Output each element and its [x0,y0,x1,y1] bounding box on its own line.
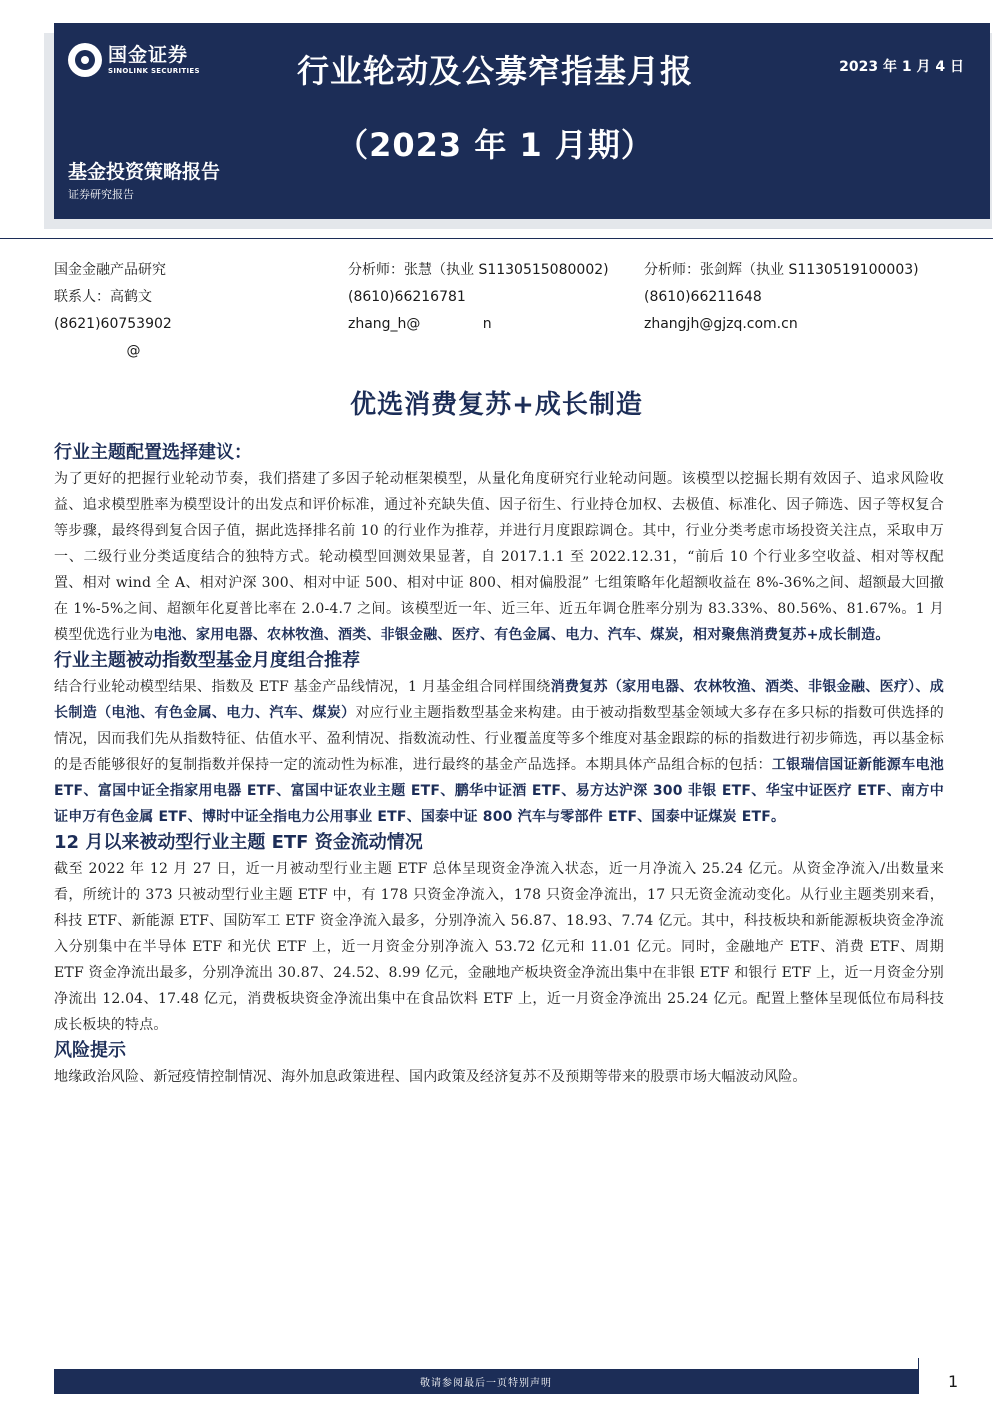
section-paragraph [54,466,944,648]
body-text: 对应行业主题指数型基金来构建。由于被动指数型基金领域大多存在多只标的指数可供选择的情况，因而我们先从指数特征、估值水平、盈利情况、指数流动性、行业覆盖度等多个维度对基金跟踪的标的指数进行初步筛选，再以基金标的是否能够很好的复制指数并保持一定的流动性为标准，进行最终的基金产品选择。本期具体产品组合标的包括： [54,705,945,773]
body-text: 截至 2022 年 12 月 27 日，近一月被动型行业主题 ETF 总体呈现资金净流入状态，近一月净流入 25.24 亿元。从资金净流入/出数量来看，所统计的 373 只被动型行业主题 ETF 中，有 178 只资金净流入，178 只资金净流出，17 只无资金流动变化。从行业主题类别来看，科技 ETF、新能源 ETF、国防军工 ETF 资金净流入最多，分别净流入 56.87、18.93、7.74 亿元。其中，科技板块和新能源板块资金净流入分别集中在半导体 ETF 和光伏 ETF 上，近一月资金分别净流入 53.72 亿元和 11.01 亿元。同时，金融地产 ETF、消费 ETF、周期 ETF 资金净流出最多，分别净流出 30.87、24.52、8.99 亿元，金融地产板块资金净流出集中在非银 ETF 和银行 ETF 上，近一月资金分别净流出 12.04、17.48 亿元，消费板块资金净流出集中在食品饮料 ETF 上，近一月资金净流出 25.24 亿元。配置上整体呈现低位布局科技成长板块的特点。 [54,861,944,1033]
section-paragraph [54,856,944,1038]
contact-email[interactable]: @ [126,343,141,359]
contact-column-2 [348,257,609,338]
body-text: 结合行业轮动模型结果、指数及 ETF 基金产品线情况，1 月基金组合同样围绕 [54,679,551,695]
logo-chinese-name: 国金证券 [108,44,189,66]
section-title: 风险提示 [54,1040,126,1061]
section-paragraph [54,674,944,830]
section-title: 行业主题配置选择建议： [54,442,252,463]
footer-divider [918,1358,919,1394]
contact-column-1 [54,257,172,365]
report-category: 证券研究报告 [68,188,134,201]
report-headline: 优选消费复苏+成长制造 [350,390,643,420]
contact-column-3 [644,257,919,338]
highlighted-text: 消费复苏（家用电器、农林牧渔、酒类、非银金融、医疗）、成长制造（电池、有色金属、电力、汽车、煤炭） [54,679,944,721]
section-title: 12 月以来被动型行业主题 ETF 资金流动情况 [54,832,423,853]
highlighted-text: 电池、家用电器、农林牧渔、酒类、非银金融、医疗、有色金属、电力、汽车、煤炭，相对聚焦消费复苏+成长制造。 [153,627,890,643]
analyst-name: 分析师：张慧（执业 S1130515080002) [348,262,609,278]
logo-english-name: SINOLINK SECURITIES [108,67,200,75]
report-type: 基金投资策略报告 [68,161,221,183]
analyst-name: 分析师：张剑辉（执业 S1130519100003) [644,262,919,278]
footer-disclaimer-bar [54,1369,918,1394]
footer-note[interactable]: 敬请参阅最后一页特别声明 [420,1378,552,1389]
section-title: 行业主题被动指数型基金月度组合推荐 [54,650,360,671]
contact-person: 联系人：高鹤文 [54,289,152,305]
body-text: 地缘政治风险、新冠疫情控制情况、海外加息政策进程、国内政策及经济复苏不及预期等带来的股票市场大幅波动风险。 [54,1069,807,1085]
page-number: 1 [948,1372,959,1391]
highlighted-text: 工银瑞信国证新能源车电池 ETF、富国中证全指家用电器 ETF、富国中证农业主题 ETF、鹏华中证酒 ETF、易方达沪深 300 非银 ETF、华宝中证医疗 ETF、南方中证申万有色金属 ETF、博时中证全指电力公用事业 ETF、国泰中证 800 汽车与零部件 ETF、国泰中证煤炭 ETF。 [54,757,945,825]
analyst-email[interactable]: zhang_h@ n [348,316,492,332]
header-divider [0,238,993,239]
report-date: 2023 年 1 月 4 日 [839,59,964,75]
analyst-email[interactable]: zhangjh@gjzq.com.cn [644,316,798,332]
section-paragraph [54,1064,944,1090]
contact-phone: (8621)60753902 [54,316,172,332]
analyst-phone: (8610)66216781 [348,289,466,305]
analyst-phone: (8610)66211648 [644,289,762,305]
report-subtitle: （2023 年 1 月期） [336,126,654,164]
report-title: 行业轮动及公募窄指基月报 [296,52,693,90]
team-name: 国金金融产品研究 [54,262,166,278]
report-body [54,440,944,1090]
body-text: 为了更好的把握行业轮动节奏，我们搭建了多因子轮动框架模型，从量化角度研究行业轮动问题。该模型以挖掘长期有效因子、追求风险收益、追求模型胜率为模型设计的出发点和评价标准，通过补充缺失值、因子衍生、行业持仓加权、去极值、标准化、因子筛选、因子等权复合等步骤，最终得到复合因子值，据此选择排名前 10 的行业作为推荐，并进行月度跟踪调仓。其中，行业分类考虑市场投资关注点，采取申万一、二级行业分类适度结合的独特方式。轮动模型回测效果显著，自 2017.1.1 至 2022.12.31，“前后 10 个行业多空收益、相对等权配置、相对 wind 全 A、相对沪深 300、相对中证 500、相对中证 800、相对偏股混” 七组策略年化超额收益在 8%-36%之间、超额最大回撤在 1%-5%之间、超额年化夏普比率在 2.0-4.7 之间。该模型近一年、近三年、近五年调仓胜率分别为 83.33%、80.56%、81.67%。1 月模型优选行业为 [54,471,944,643]
